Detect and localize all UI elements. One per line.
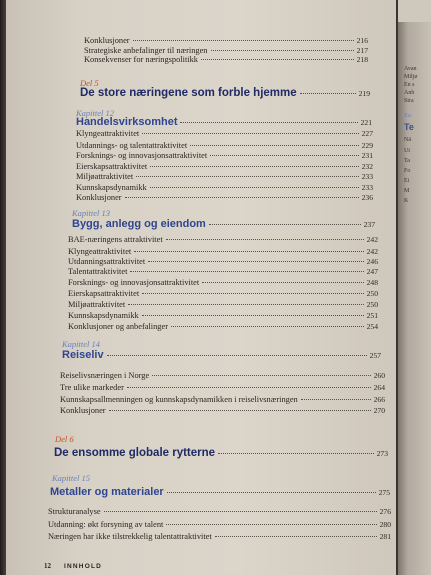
toc-entry-leader <box>133 40 354 41</box>
toc-entry-leader <box>210 155 358 156</box>
toc-entry <box>48 507 391 516</box>
chapter-heading-leader <box>107 355 367 356</box>
toc-entry-title: Miljøattraktivitet <box>76 172 134 181</box>
toc-entry-page: 231 <box>361 151 373 160</box>
chapter-heading-page: 275 <box>378 488 390 497</box>
toc-entry-leader <box>150 187 359 188</box>
toc-entry-title: Konklusjoner og anbefalinger <box>68 322 169 331</box>
toc-entry-title: Forsknings- og innovasjonsattraktivitet <box>68 278 200 287</box>
toc-entry-page: 264 <box>373 383 385 392</box>
toc-entry-title: Kunnskapsdynamikk <box>68 311 139 320</box>
toc-entry-leader <box>211 50 354 51</box>
toc-entry-page: 227 <box>361 129 373 138</box>
chapter-heading-page: 221 <box>360 118 372 127</box>
toc-entry <box>76 162 373 171</box>
toc-entry <box>68 278 378 287</box>
toc-entry <box>68 257 378 266</box>
toc-entry-title: Utdanning: økt forsyning av talent <box>48 520 164 529</box>
facing-page-line: Avan <box>404 66 417 72</box>
toc-entry <box>76 151 373 160</box>
toc-entry-leader <box>142 293 363 294</box>
chapter-heading-page: 237 <box>363 220 375 229</box>
toc-entry-leader <box>148 261 363 262</box>
toc-entry-page: 216 <box>356 36 368 45</box>
facing-page-line: M <box>404 188 410 194</box>
toc-entry-page: 242 <box>366 235 378 244</box>
chapter-label: Kapittel 15 <box>52 473 91 483</box>
part-heading <box>54 447 388 459</box>
toc-entry-leader <box>109 410 371 411</box>
facing-page-line: Ut <box>404 148 410 154</box>
toc-entry-title: Næringen har ikke tilstrekkelig talentattraktivitet <box>48 532 212 541</box>
toc-entry-title: Talentattraktivitet <box>68 267 128 276</box>
toc-entry-page: 233 <box>361 172 373 181</box>
toc-entry-leader <box>142 133 358 134</box>
part-heading-title: De ensomme globale rytterne <box>54 447 216 459</box>
chapter-heading-page: 257 <box>369 351 381 360</box>
toc-entry-title: Konklusjoner <box>60 406 106 415</box>
facing-page-line: En s <box>404 82 415 88</box>
facing-page-line: Ta <box>404 158 410 164</box>
toc-entry-title: Klyngeattraktivitet <box>68 247 132 256</box>
toc-entry-title: Klyngeattraktivitet <box>76 129 140 138</box>
toc-entry-page: 270 <box>373 406 385 415</box>
toc-entry-title: Utdannings- og talentattraktivitet <box>76 141 188 150</box>
chapter-heading <box>72 218 375 230</box>
toc-entry-page: 276 <box>379 507 391 516</box>
toc-entry-title: Utdanningsattraktivitet <box>68 257 146 266</box>
toc-entry-leader <box>215 536 377 537</box>
chapter-label: Kapittel 12 <box>76 108 115 118</box>
facing-page-line: K <box>404 198 409 204</box>
chapter-heading <box>50 486 390 498</box>
toc-entry <box>76 193 373 202</box>
facing-page-line: Fo <box>404 168 411 174</box>
part-heading-title: De store næringene som forble hjemme <box>80 87 297 99</box>
toc-entry-page: 281 <box>379 532 391 541</box>
facing-page-line: Miljø <box>404 74 418 80</box>
chapter-heading-leader <box>209 224 361 225</box>
toc-entry <box>84 55 368 64</box>
toc-entry <box>68 235 378 244</box>
toc-entry-page: 217 <box>356 46 368 55</box>
toc-entry-title: Strategiske anbefalinger til næringen <box>84 46 208 55</box>
toc-entry-title: Strukturanalyse <box>48 507 101 516</box>
toc-entry <box>76 183 373 192</box>
chapter-heading-leader <box>167 492 376 493</box>
toc-entry-leader <box>171 326 364 327</box>
toc-entry-page: 250 <box>366 300 378 309</box>
facing-page-line: Anb <box>404 90 415 96</box>
chapter-heading-leader <box>180 122 357 123</box>
toc-entry <box>48 532 391 541</box>
toc-entry <box>68 311 378 320</box>
facing-page-top <box>398 0 431 22</box>
part-heading-page: 273 <box>376 449 388 458</box>
toc-entry-title: Miljøattraktivitet <box>68 300 126 309</box>
toc-entry-leader <box>134 251 363 252</box>
facing-page-line: Nä <box>404 137 411 143</box>
toc-entry <box>60 383 385 392</box>
toc-entry <box>68 289 378 298</box>
facing-page <box>398 0 431 575</box>
part-heading-page: 219 <box>358 89 370 98</box>
facing-page-chapter-label: Ka <box>404 113 412 119</box>
chapter-heading-title: Metaller og materialer <box>50 486 164 498</box>
chapter-heading <box>76 116 372 128</box>
part-label: Del 6 <box>55 434 74 444</box>
toc-entry-leader <box>125 197 359 198</box>
toc-entry-leader <box>128 304 363 305</box>
toc-entry-leader <box>166 239 364 240</box>
toc-entry-page: 236 <box>361 193 373 202</box>
facing-page-title: Te <box>404 122 414 132</box>
toc-entry-leader <box>301 399 371 400</box>
toc-entry-page: 218 <box>356 55 368 64</box>
toc-entry-page: 229 <box>361 141 373 150</box>
toc-entry-title: Kunnskapsallmenningen og kunnskapsdynamikken i reiselivsnæringen <box>60 395 298 404</box>
toc-entry-page: 232 <box>361 162 373 171</box>
toc-entry-page: 260 <box>373 371 385 380</box>
toc-entry-page: 246 <box>366 257 378 266</box>
toc-entry <box>68 322 378 331</box>
toc-entry-leader <box>142 315 364 316</box>
toc-entry-leader <box>104 511 377 512</box>
toc-entry-leader <box>166 524 376 525</box>
toc-entry <box>48 520 391 529</box>
chapter-heading-title: Bygg, anlegg og eiendom <box>72 218 206 230</box>
toc-entry-title: Eierskapsattraktivitet <box>76 162 148 171</box>
toc-entry-title: Konklusjoner <box>76 193 122 202</box>
chapter-label: Kapittel 13 <box>72 208 111 218</box>
toc-entry-leader <box>130 271 363 272</box>
toc-entry-title: Forsknings- og innovasjonsattraktivitet <box>76 151 208 160</box>
chapter-heading-title: Reiseliv <box>62 349 104 361</box>
facing-page-line: Stra <box>404 98 414 104</box>
toc-entry <box>68 267 378 276</box>
toc-entry-page: 242 <box>366 247 378 256</box>
toc-entry <box>76 141 373 150</box>
part-heading-leader <box>218 453 374 454</box>
toc-entry <box>60 406 385 415</box>
toc-entry-page: 280 <box>379 520 391 529</box>
toc-entry-page: 266 <box>373 395 385 404</box>
toc-entry-page: 247 <box>366 267 378 276</box>
toc-entry-title: Konsekvenser for næringspolitikk <box>84 55 198 64</box>
toc-entry <box>84 36 368 45</box>
toc-entry-page: 250 <box>366 289 378 298</box>
toc-entry-leader <box>136 176 358 177</box>
toc-entry <box>76 172 373 181</box>
toc-entry-page: 233 <box>361 183 373 192</box>
toc-entry-title: Eierskapsattraktivitet <box>68 289 140 298</box>
toc-entry-title: Konklusjoner <box>84 36 130 45</box>
toc-entry <box>68 247 378 256</box>
toc-entry-leader <box>190 145 358 146</box>
toc-entry-leader <box>152 375 370 376</box>
toc-entry <box>76 129 373 138</box>
toc-entry-title: Reiselivsnæringen i Norge <box>60 371 150 380</box>
page-number: 12 <box>44 562 51 570</box>
toc-entry-leader <box>150 166 358 167</box>
facing-page-line: Ei <box>404 178 410 184</box>
part-label: Del 5 <box>80 78 99 88</box>
toc-entry-title: BAE-næringens attraktivitet <box>68 235 163 244</box>
toc-entry <box>60 395 385 404</box>
toc-entry-leader <box>201 59 354 60</box>
chapter-heading <box>62 349 381 361</box>
toc-entry-page: 254 <box>366 322 378 331</box>
toc-entry <box>60 371 385 380</box>
toc-entry-title: Tre ulike markeder <box>60 383 124 392</box>
chapter-label: Kapittel 14 <box>62 339 101 349</box>
toc-entry <box>68 300 378 309</box>
toc-entry-page: 248 <box>366 278 378 287</box>
toc-entry <box>84 46 368 55</box>
part-heading-leader <box>300 93 356 94</box>
toc-entry-leader <box>202 282 363 283</box>
chapter-heading-title: Handelsvirksomhet <box>76 116 178 128</box>
toc-entry-leader <box>127 387 371 388</box>
toc-entry-page: 251 <box>366 311 378 320</box>
footer-label: INNHOLD <box>64 563 103 570</box>
part-heading <box>80 87 370 99</box>
toc-entry-title: Kunnskapsdynamikk <box>76 183 147 192</box>
